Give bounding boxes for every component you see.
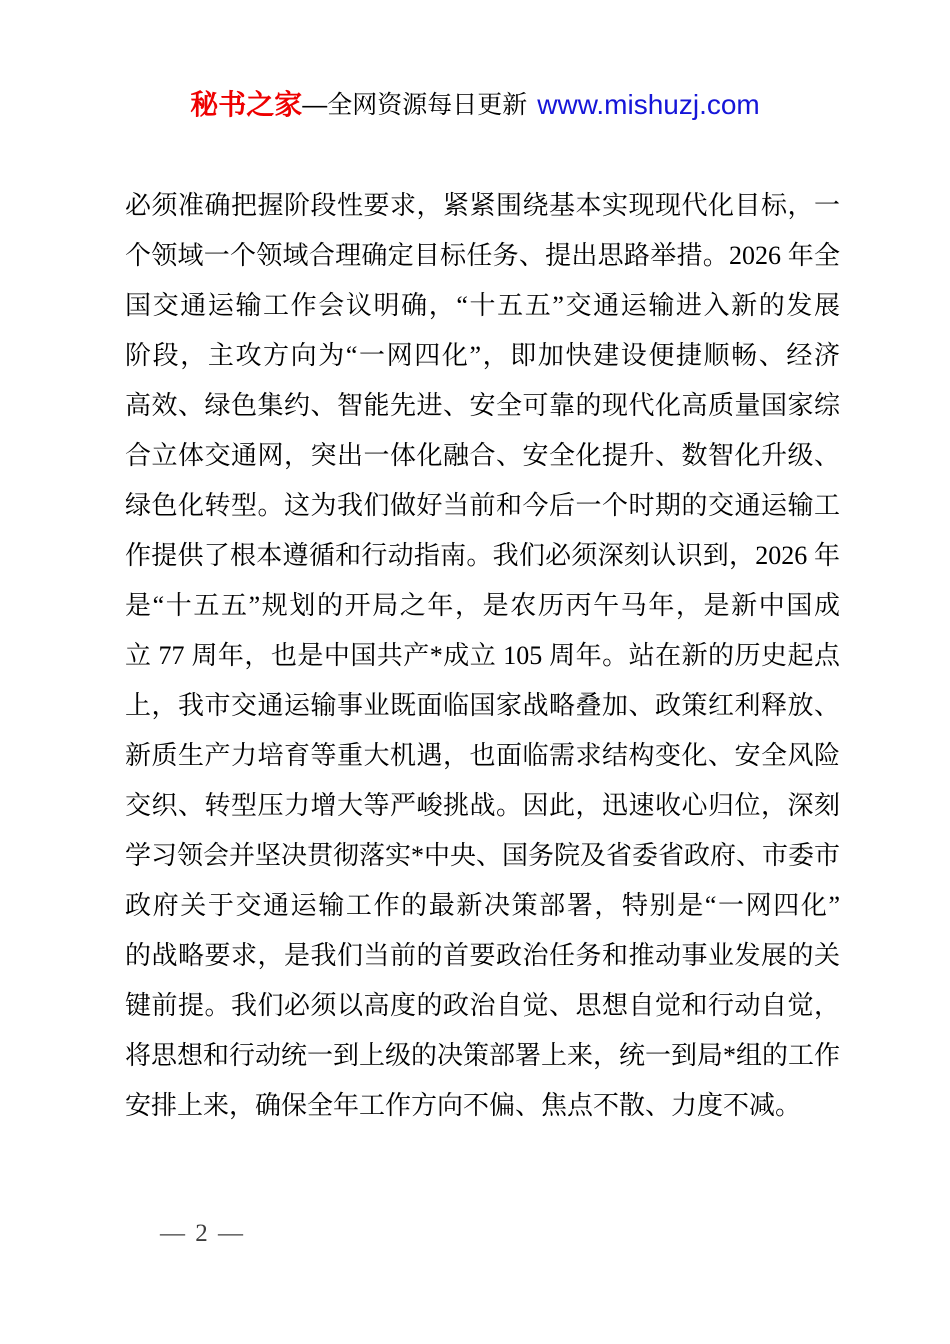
body-line: 国交通运输工作会议明确，“十五五”交通运输进入新的发展 xyxy=(125,291,840,320)
site-tagline: —全网资源每日更新 xyxy=(302,91,528,119)
body-line: 是“十五五”规划的开局之年，是农历丙午马年，是新中国成 xyxy=(125,591,840,620)
body-line: 的战略要求，是我们当前的首要政治任务和推动事业发展的关 xyxy=(125,941,840,970)
body-line: 交织、转型压力增大等严峻挑战。因此，迅速收心归位，深刻 xyxy=(125,791,840,820)
body-text xyxy=(125,181,840,1131)
body-line: 上，我市交通运输事业既面临国家战略叠加、政策红利释放、 xyxy=(125,691,840,720)
body-line: 高效、绿色集约、智能先进、安全可靠的现代化高质量国家综 xyxy=(125,391,840,420)
body-line: 作提供了根本遵循和行动指南。我们必须深刻认识到，2026 年 xyxy=(125,541,840,570)
body-line: 新质生产力培育等重大机遇，也面临需求结构变化、安全风险 xyxy=(125,741,840,770)
body-line: 必须准确把握阶段性要求，紧紧围绕基本实现现代化目标，一 xyxy=(125,191,840,220)
body-line: 将思想和行动统一到上级的决策部署上来，统一到局*组的工作 xyxy=(125,1041,840,1070)
body-line: 学习领会并坚决贯彻落实*中央、国务院及省委省政府、市委市 xyxy=(125,841,840,870)
body-line: 个领域一个领域合理确定目标任务、提出思路举措。2026 年全 xyxy=(125,241,840,270)
page-header xyxy=(0,84,950,126)
page-number: — 2 — xyxy=(160,1220,245,1247)
body-line: 阶段，主攻方向为“一网四化”，即加快建设便捷顺畅、经济 xyxy=(125,341,840,370)
site-name: 秘书之家 xyxy=(190,89,303,120)
body-line: 合立体交通网，突出一体化融合、安全化提升、数智化升级、 xyxy=(125,441,840,470)
site-url: www.mishuzj.com xyxy=(537,89,760,120)
body-line: 键前提。我们必须以高度的政治自觉、思想自觉和行动自觉， xyxy=(125,991,840,1020)
body-line: 政府关于交通运输工作的最新决策部署，特别是“一网四化” xyxy=(125,891,840,920)
body-line: 立 77 周年，也是中国共产*成立 105 周年。站在新的历史起点 xyxy=(125,641,840,670)
body-line: 绿色化转型。这为我们做好当前和今后一个时期的交通运输工 xyxy=(125,491,840,520)
body-line: 安排上来，确保全年工作方向不偏、焦点不散、力度不减。 xyxy=(125,1091,802,1120)
